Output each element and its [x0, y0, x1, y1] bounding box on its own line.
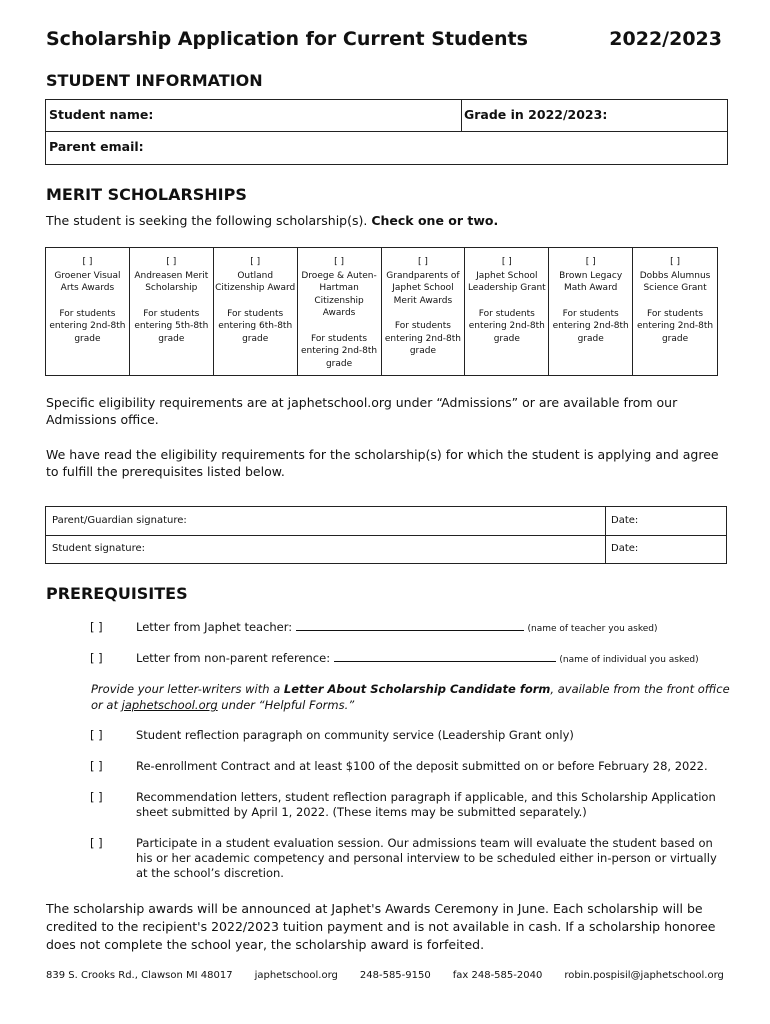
scholarship-grades: For students entering 6th-8th grade [218, 308, 293, 344]
footer [46, 970, 746, 981]
scholarship-option [382, 248, 466, 375]
scholarship-option [46, 248, 130, 375]
prerequisites-heading: PREREQUISITES [46, 584, 188, 603]
scholarship-grades: For students entering 5th-8th grade [134, 308, 209, 344]
teacher-name-line[interactable] [296, 620, 524, 631]
closing-paragraph: The scholarship awards will be announced at Japhet's Awards Ceremony in June. Each scholarship will be credited to the recipient's 2022/2023 tuition payment and is not available in cash. If a scholarship honoree does not complete the school year, the scholarship award is forfeited. [46, 901, 716, 952]
student-info-heading: STUDENT INFORMATION [46, 71, 263, 90]
scholarship-name: Brown Legacy Math Award [559, 270, 623, 293]
scholarship-name: Dobbs Alumnus Science Grant [639, 270, 711, 293]
page-title: Scholarship Application for Current Students [46, 28, 528, 50]
scholarship-name: Andreasen Merit Scholarship [134, 270, 209, 293]
scholarship-name: Outland Citizenship Award [215, 270, 296, 293]
footer-phone: 248-585-9150 [359, 970, 431, 981]
school-year: 2022/2023 [609, 28, 722, 50]
checkbox[interactable]: [ ] [90, 759, 103, 773]
checkbox[interactable]: [ ] [90, 790, 103, 804]
scholarship-option [549, 248, 633, 375]
scholarship-grades: For students entering 2nd-8th grade [49, 308, 126, 344]
reference-name-line[interactable] [334, 651, 556, 662]
grade-field[interactable]: Grade in 2022/2023: [464, 107, 608, 122]
signature-table [45, 506, 727, 564]
letter-writers-note: Provide your letter-writers with a Letter About Scholarship Candidate form, available from the front office or at japhetschool.org under “Helpful Forms.” [91, 682, 730, 712]
checkbox[interactable]: [ ] [334, 257, 344, 267]
checkbox[interactable]: [ ] [166, 257, 177, 267]
scholarship-grades: For students entering 2nd-8th grade [468, 308, 545, 344]
scholarship-name: Grandparents of Japhet School Merit Awards [386, 270, 460, 306]
checkbox[interactable]: [ ] [90, 620, 103, 634]
checkbox[interactable]: [ ] [250, 257, 261, 267]
japhetschool-link[interactable]: japhetschool.org [121, 698, 218, 712]
student-date-field[interactable]: Date: [611, 543, 639, 554]
student-name-field[interactable]: Student name: [49, 107, 154, 122]
scholarship-option [633, 248, 717, 375]
scholarship-options [45, 247, 718, 376]
checkbox[interactable]: [ ] [585, 257, 596, 267]
merit-intro: The student is seeking the following scholarship(s). Check one or two. [46, 213, 499, 228]
checkbox[interactable]: [ ] [417, 257, 428, 267]
footer-website[interactable]: japhetschool.org [254, 970, 338, 981]
footer-address: 839 S. Crooks Rd., Clawson MI 48017 [46, 970, 233, 981]
parent-date-field[interactable]: Date: [611, 515, 639, 526]
checkbox[interactable]: [ ] [90, 728, 103, 742]
student-signature-field[interactable]: Student signature: [52, 543, 146, 554]
scholarship-option [465, 248, 549, 375]
agreement-text: We have read the eligibility requirements for the scholarship(s) for which the student is applying and agree to fulfill the prerequisites listed below. [46, 447, 719, 479]
scholarship-name: Droege & Auten-Hartman Citizenship Awards [301, 270, 377, 318]
merit-heading: MERIT SCHOLARSHIPS [46, 185, 247, 204]
parent-signature-field[interactable]: Parent/Guardian signature: [52, 515, 187, 526]
scholarship-grades: For students entering 2nd-8th grade [300, 333, 378, 369]
scholarship-name: Japhet School Leadership Grant [467, 270, 546, 293]
scholarship-grades: For students entering 2nd-8th grade [636, 308, 714, 344]
scholarship-grades: For students entering 2nd-8th grade [384, 321, 461, 356]
checkbox[interactable]: [ ] [90, 836, 103, 850]
student-info-table [45, 99, 728, 165]
checkbox[interactable]: [ ] [90, 651, 103, 665]
checkbox[interactable]: [ ] [670, 257, 680, 267]
scholarship-option [130, 248, 214, 375]
footer-fax: fax 248-585-2040 [452, 970, 543, 981]
scholarship-option [214, 248, 298, 375]
checkbox[interactable]: [ ] [82, 257, 93, 267]
parent-email-field[interactable]: Parent email: [49, 139, 144, 154]
scholarship-option [298, 248, 382, 375]
checkbox[interactable]: [ ] [501, 257, 512, 267]
scholarship-name: Groener Visual Arts Awards [54, 270, 121, 293]
footer-email[interactable]: robin.pospisil@japhetschool.org [564, 970, 724, 981]
scholarship-grades: For students entering 2nd-8th grade [552, 308, 629, 344]
eligibility-text: Specific eligibility requirements are at japhetschool.org under “Admissions” or are available from our Admissions office. [46, 395, 678, 427]
